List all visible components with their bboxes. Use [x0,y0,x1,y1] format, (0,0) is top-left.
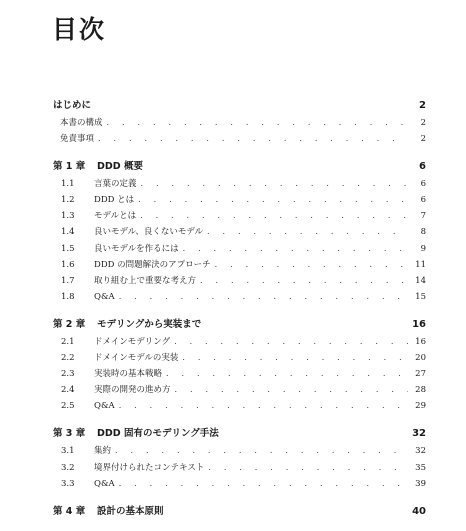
chapter-page-number: 40 [412,505,426,517]
toc-section-entry[interactable] [53,350,426,366]
toc-chapter [53,157,426,305]
toc-chapter-heading[interactable] [53,96,426,115]
section-page-number: 6 [420,179,426,190]
dot-leader [140,208,408,224]
chapter-title: 設計の基本原則 [97,505,164,517]
dot-leader [119,398,408,414]
section-title: Q&A [94,401,115,412]
section-title: 実装時の基本戦略 [94,369,163,380]
toc-section-entry[interactable] [53,334,426,350]
dot-leader [174,334,408,350]
section-number: 2.4 [61,385,75,396]
section-title: 良いモデル、良くないモデル [94,227,203,238]
toc-section-entry[interactable] [53,176,426,192]
section-title: DDD の問題解決のアプローチ [94,259,211,270]
section-page-number: 20 [415,353,426,364]
dot-leader [138,192,408,208]
chapter-title: DDD 固有のモデリング手法 [97,428,219,440]
section-page-number: 35 [415,462,426,473]
section-title: DDD とは [94,195,135,206]
page-title: 目次 [52,15,107,44]
dot-leader [182,350,408,366]
section-page-number: 2 [420,118,426,128]
section-page-number: 8 [420,227,426,238]
section-page-number: 7 [420,211,426,222]
dot-leader [115,443,408,459]
dot-leader [183,241,408,257]
toc-section-entry[interactable] [53,131,426,147]
section-number: 3.1 [61,446,75,457]
section-page-number: 9 [420,243,426,254]
section-title: Q&A [94,478,115,489]
dot-leader [107,115,408,131]
toc-section-entry[interactable] [53,460,426,476]
section-title: 言葉の定義 [94,179,137,190]
toc-chapter [53,96,426,147]
chapter-label: 第 4 章 [53,505,86,517]
section-number: 1.6 [61,259,75,270]
section-number: 3.3 [61,478,75,489]
section-number: 1.4 [61,227,75,238]
section-title: 良いモデルを作るには [94,243,179,254]
section-number: 2.1 [61,336,75,347]
toc-section-entry[interactable] [53,382,426,398]
chapter-title: モデリングから実装まで [97,318,202,330]
chapter-title: はじめに [53,100,92,111]
dot-leader [166,366,408,382]
toc-chapter-heading[interactable] [53,424,426,443]
section-number: 1.3 [61,211,75,222]
dot-leader [215,257,408,273]
section-number: 1.8 [61,291,75,302]
toc-section-entry[interactable] [53,192,426,208]
section-page-number: 29 [415,401,426,412]
dot-leader [119,289,408,305]
section-page-number: 6 [420,195,426,206]
section-title: 免責事項 [60,134,95,145]
section-page-number: 27 [415,369,426,380]
section-title: 取り組む上で重要な考え方 [94,275,197,286]
chapter-page-number: 2 [419,100,426,111]
section-title: 集約 [94,446,112,457]
chapter-label: 第 1 章 [53,161,86,173]
section-page-number: 28 [415,385,426,396]
dot-leader [208,460,408,476]
dot-leader [175,382,408,398]
chapter-title: DDD 概要 [97,161,143,173]
dot-leader [207,224,408,240]
section-number: 1.1 [61,179,75,190]
toc-section-entry[interactable] [53,398,426,414]
section-title: 境界付けられたコンテキスト [94,462,205,473]
dot-leader [119,476,408,492]
chapter-page-number: 32 [412,428,426,440]
toc-chapter [53,315,426,414]
section-page-number: 15 [415,291,426,302]
toc-section-entry[interactable] [53,273,426,289]
section-title: ドメインモデリング [94,336,171,347]
toc-section-entry[interactable] [53,241,426,257]
toc-section-entry[interactable] [53,115,426,131]
section-number: 2.5 [61,401,75,412]
section-page-number: 11 [415,259,426,270]
toc-section-entry[interactable] [53,257,426,273]
section-title: ドメインモデルの実装 [94,353,179,364]
dot-leader [98,131,408,147]
section-page-number: 16 [415,336,426,347]
toc-chapter-heading[interactable] [53,502,426,521]
toc-section-entry[interactable] [53,443,426,459]
section-title: Q&A [94,291,115,302]
toc-section-entry[interactable] [53,224,426,240]
section-number: 2.3 [61,369,75,380]
table-of-contents [53,96,426,531]
section-page-number: 32 [415,446,426,457]
dot-leader [200,273,408,289]
toc-section-entry[interactable] [53,476,426,492]
toc-section-entry[interactable] [53,208,426,224]
section-title: 本書の構成 [60,118,103,128]
toc-chapter-heading[interactable] [53,157,426,176]
section-number: 1.2 [61,195,75,206]
chapter-label: 第 2 章 [53,318,86,330]
section-page-number: 2 [420,134,426,145]
section-title: モデルとは [94,211,137,222]
section-number: 3.2 [61,462,75,473]
chapter-page-number: 16 [412,318,426,330]
section-number: 2.2 [61,353,75,364]
toc-section-entry[interactable] [53,366,426,382]
dot-leader [141,176,408,192]
section-page-number: 39 [415,478,426,489]
section-number: 1.5 [61,243,75,254]
toc-chapter [53,502,426,521]
toc-chapter-heading[interactable] [53,315,426,334]
toc-chapter [53,424,426,491]
section-page-number: 14 [415,275,426,286]
toc-section-entry[interactable] [53,289,426,305]
section-number: 1.7 [61,275,75,286]
chapter-label: 第 3 章 [53,428,86,440]
chapter-page-number: 6 [419,161,426,173]
section-title: 実際の開発の進め方 [94,385,171,396]
